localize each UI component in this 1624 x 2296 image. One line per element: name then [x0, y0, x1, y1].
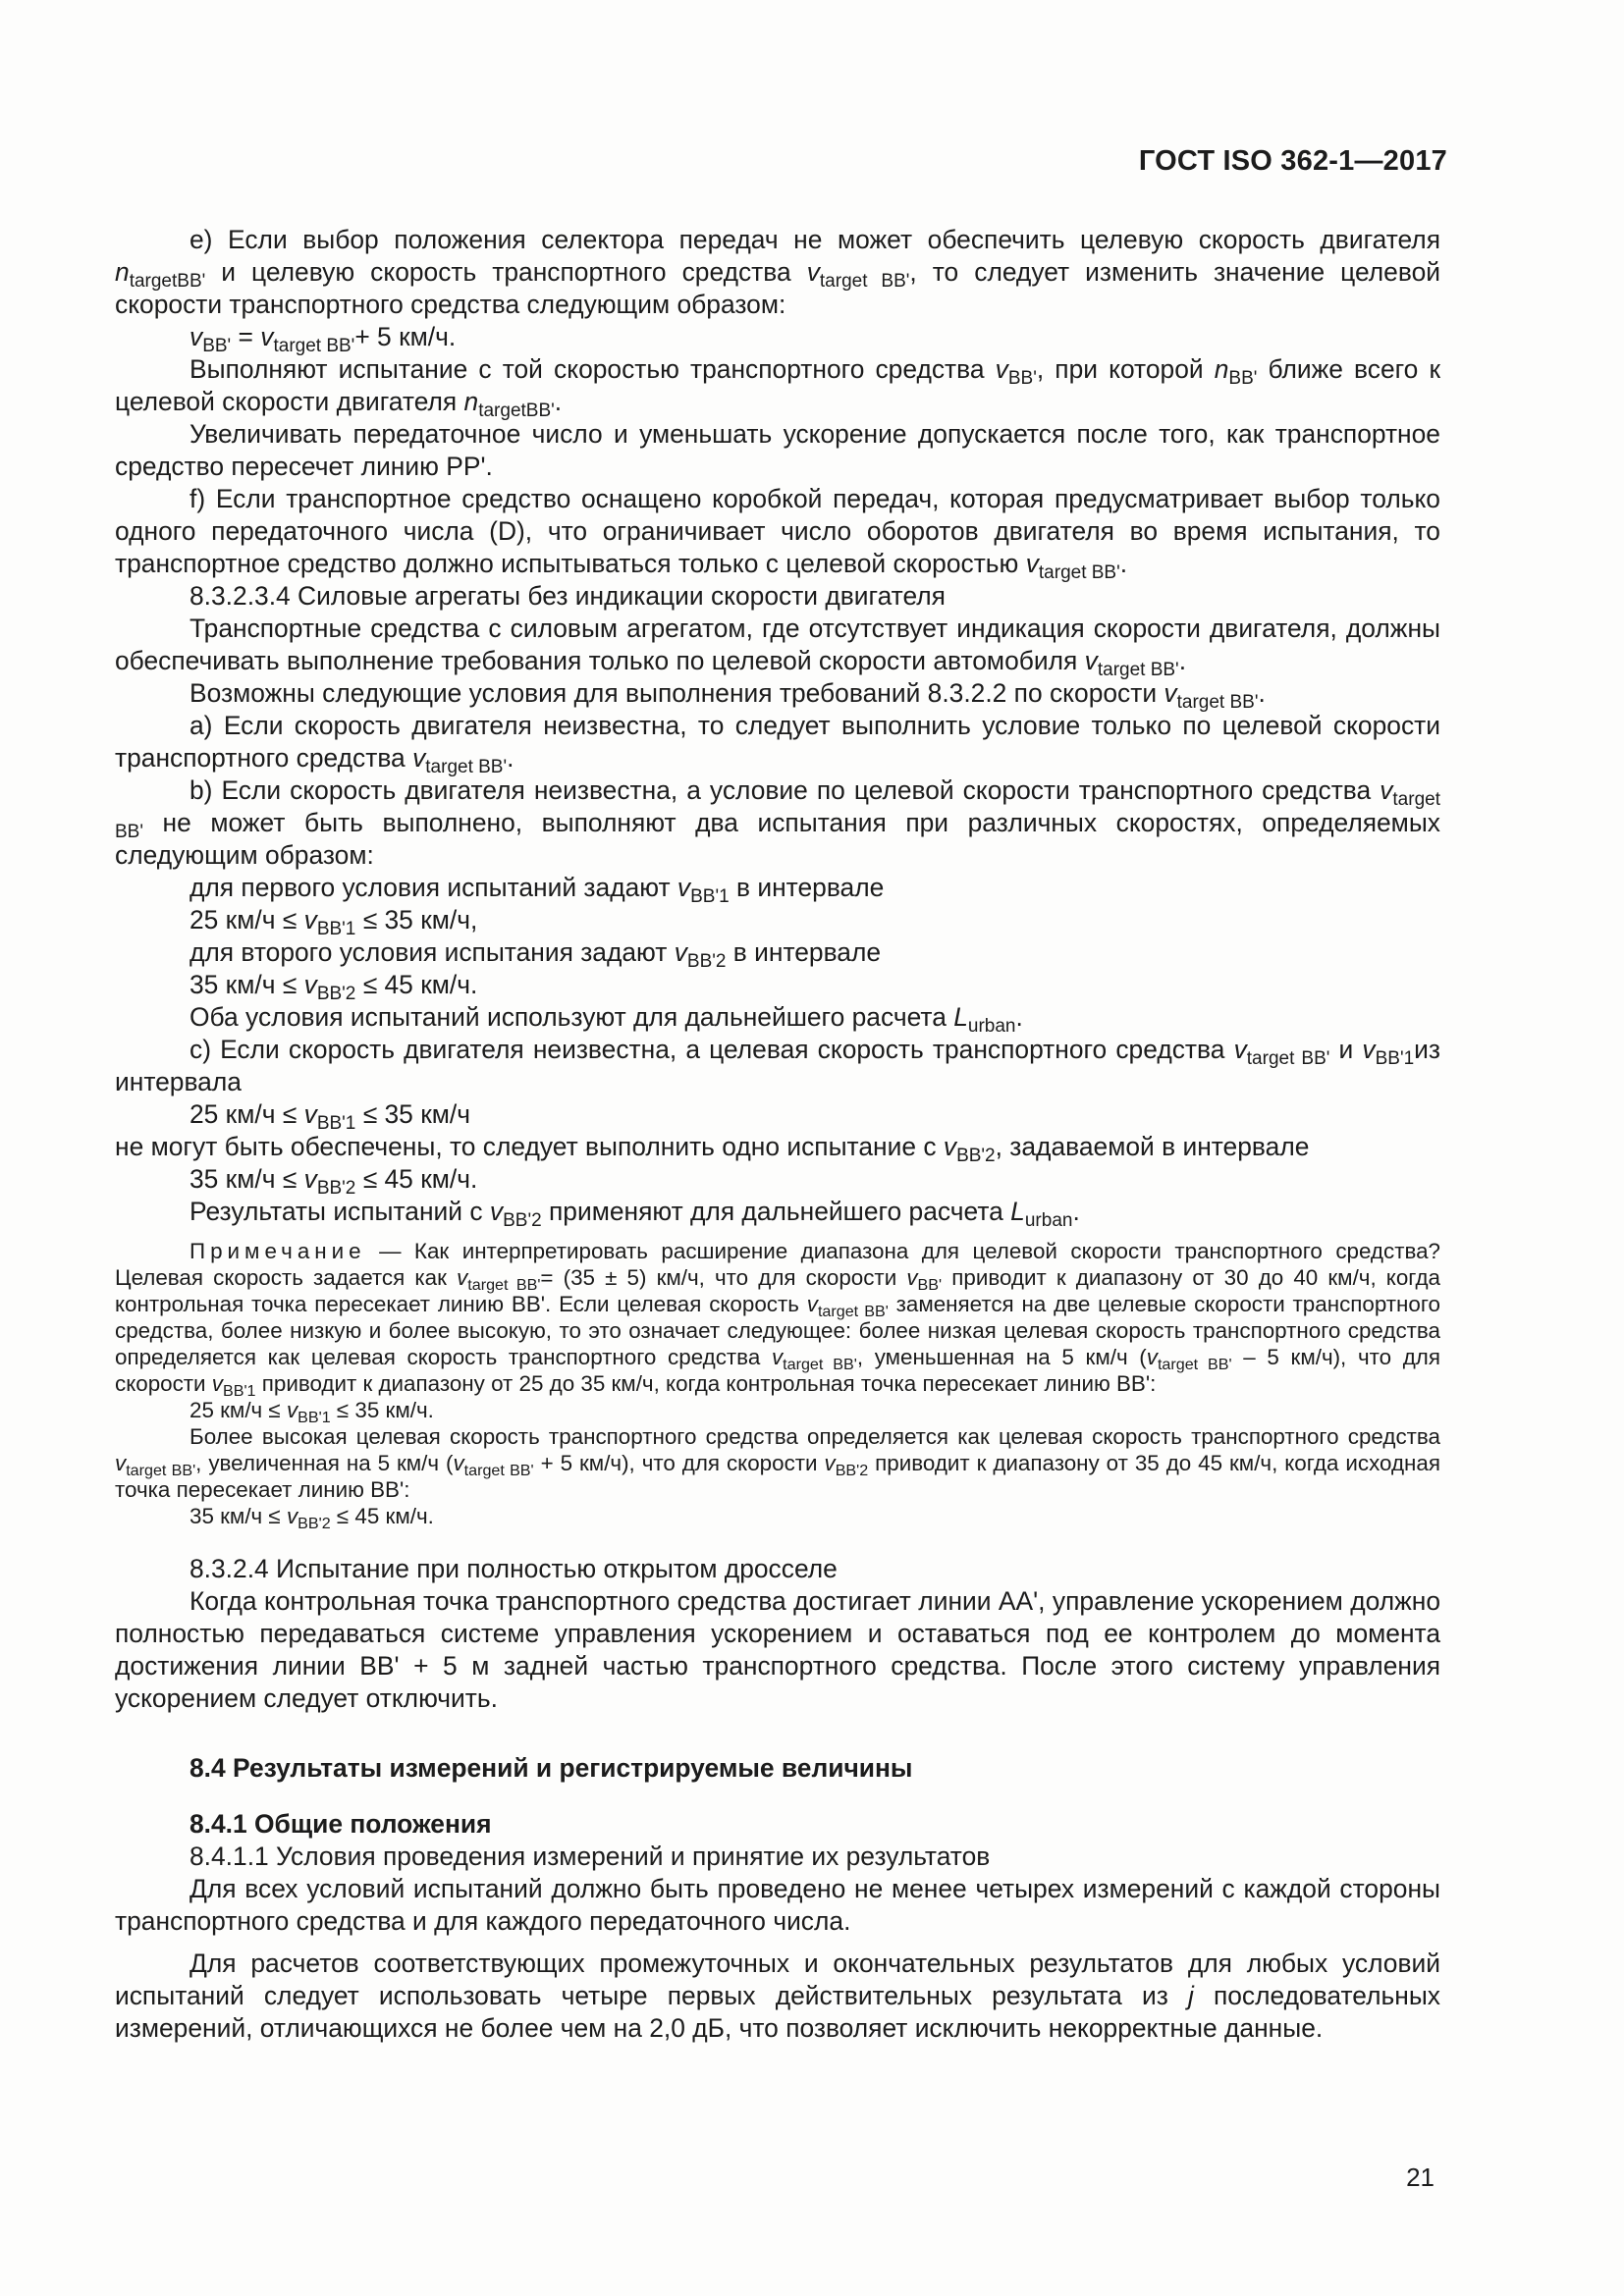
formula-range-4: 35 $км/ч \le v_{BB'2} \le 45$ км/ч. — [189, 1164, 478, 1200]
paragraph-e: е) Если выбор положения селектора передач не может обеспечить целевую скорость двигателя $n_{targetBB'}$ и целевую скорость транспортного средства $v_{target BB'}$, то следует изменить значение целевой скорости транспортного средства следующим образом: — [115, 225, 1441, 319]
note-paragraph-2: Более высокая целевая скорость транспортного средства определяется как целевая скорость транспортного средства $v_{target BB'}$, увеличенная на 5 км/ч ($v_{target BB'} + 5$ км/ч), что для скорости $v_{BB'2}$ приводит к диапазону от 35 до 45 км/ч, когда исходная точка пересекает линию BB': — [115, 1424, 1440, 1502]
note-paragraph: Примечание — Как интерпретировать расширение диапазона для целевой скорости транспортного средства? Целевая скорость задается как $v_{target BB'}= (35 \pm 5)$ км/ч, что для скорости $v_{BB'}$ приводит к диапазону от 30 до 40 км/ч, когда контрольная точка пересекает линию BB'. Если целевая скорость $v_{target BB'}$ заменяется на две целевые скорости транспортного средства, более низкую и более высокую, то это означает следующее: более низкая целевая скорость транспортного средства определяется как целевая скорость транспортного средства $v_{target BB'}$, уменьшенная на 5 км/ч ($v_{target BB'} - 5$ км/ч), что для скорости $v_{BB'1}$ приводит к диапазону от 25 до 35 км/ч, когда контрольная точка пересекает линию BB': — [115, 1239, 1440, 1401]
section-8-4-1-1: 8.4.1.1 Условия проведения измерений и принятие их результатов — [189, 1842, 991, 1871]
note-formula-1: 25 $км/ч \le v_{BB'1} \le 35$ км/ч. — [189, 1398, 434, 1427]
formula-vbb: $v_{BB'} = v_{target BB'}+ 5$ км/ч. — [189, 322, 457, 357]
paragraph-results-selection: Для расчетов соответствующих промежуточных и окончательных результатов для любых условий испытаний следует использовать четыре первых действительных результата из j последовательных измерений, отличающихся не более чем на 2,0 дБ, что позволяет исключить некорректные данные. — [115, 1949, 1440, 2043]
formula-range-2: 35 $км/ч \le v_{BB'2} \le 45$ км/ч. — [189, 970, 478, 1005]
paragraph-gear-ratio: Увеличивать передаточное число и уменьшать ускорение допускается после того, как транспортное средство пересечет линию PP'. — [115, 419, 1440, 481]
first-condition-line: для первого условия испытаний задают $v_{BB'1}$ в интервале — [189, 873, 885, 908]
paragraph-a: а) Если скорость двигателя неизвестна, то следует выполнить условие только по целевой скорости транспортного средства $v_{target BB'}$. — [115, 711, 1440, 778]
paragraph-no-rpm: Транспортные средства с силовым агрегатом, где отсутствует индикация скорости двигателя, должны обеспечивать выполнение требования только по целевой скорости автомобиля $v_{target BB'}$. — [115, 614, 1440, 681]
paragraph-f: f) Если транспортное средство оснащено коробкой передач, которая предусматривает выбор только одного передаточного числа (D), что ограничивает число оборотов двигателя во время испытания, то транспортное средство должно испытываться только с целевой скоростью $v_{target BB'}$. — [115, 484, 1440, 584]
second-condition-line: для второго условия испытания задают $v_{BB'2}$ в интервале — [189, 937, 882, 973]
note-block — [115, 1238, 1440, 1533]
formula-range-3: 25 $км/ч \le v_{BB'1} \le 35$ км/ч — [189, 1099, 470, 1135]
paragraph-single-test: не могут быть обеспечены, то следует выполнить одно испытание с $v_{BB'2}$, задаваемой в интервале — [115, 1132, 1310, 1167]
page-number: 21 — [1406, 2163, 1435, 2192]
note-formula-2: 35 $км/ч \le v_{BB'2} \le 45$ км/ч. — [189, 1504, 434, 1533]
paragraph-four-measurements: Для всех условий испытаний должно быть проведено не менее четырех измерений с каждой стороны транспортного средства и для каждого передаточного числа. — [115, 1874, 1440, 1936]
paragraph-b: b) Если скорость двигателя неизвестна, а условие по целевой скорости транспортного средства $v_{target BB'}$ не может быть выполнено, выполняют два испытания при различных скоростях, определяемых следующим образом: — [115, 775, 1440, 870]
note-label: Примечание — [189, 1239, 366, 1263]
paragraph-wot: Когда контрольная точка транспортного средства достигает линии AA', управление ускорением должно полностью передаваться системе управления ускорением и оставаться под ее контролем до момента достижения линии BB' + 5 м задней частью транспортного средства. После этого систему управления ускорением следует отключить. — [115, 1586, 1440, 1713]
standard-code-header: ГОСТ ISO 362-1—2017 — [1138, 145, 1447, 177]
both-conditions-line: Оба условия испытаний используют для дальнейшего расчета $L_{urban}$. — [189, 1002, 1023, 1038]
section-8-3-2-3-4: 8.3.2.3.4 Силовые агрегаты без индикации скорости двигателя — [189, 581, 946, 611]
page-body — [115, 224, 1440, 2045]
heading-8-4: 8.4 Результаты измерений и регистрируемые величины — [189, 1753, 913, 1783]
heading-8-4-1: 8.4.1 Общие положения — [189, 1809, 492, 1839]
paragraph-test-speed: Выполняют испытание с той скоростью транспортного средства $v_{BB'}$, при которой $n_{BB'}$ ближе всего к целевой скорости двигателя $n_{targetBB'}$. — [115, 354, 1441, 422]
section-8-3-2-4: 8.3.2.4 Испытание при полностью открытом дросселе — [189, 1554, 838, 1583]
results-line: Результаты испытаний с $v_{BB'2}$ применяют для дальнейшего расчета $L_{urban}$. — [189, 1197, 1080, 1232]
paragraph-conditions: Возможны следующие условия для выполнения требований 8.3.2.2 по скорости $v_{target BB'}$. — [189, 678, 1266, 714]
formula-range-1: 25 $км/ч \le v_{BB'1} \le 35$ км/ч, — [189, 905, 478, 940]
paragraph-c: c) Если скорость двигателя неизвестна, а целевая скорость транспортного средства $v_{target BB'}$ и $v_{BB'1}из$ интервала — [115, 1035, 1441, 1096]
